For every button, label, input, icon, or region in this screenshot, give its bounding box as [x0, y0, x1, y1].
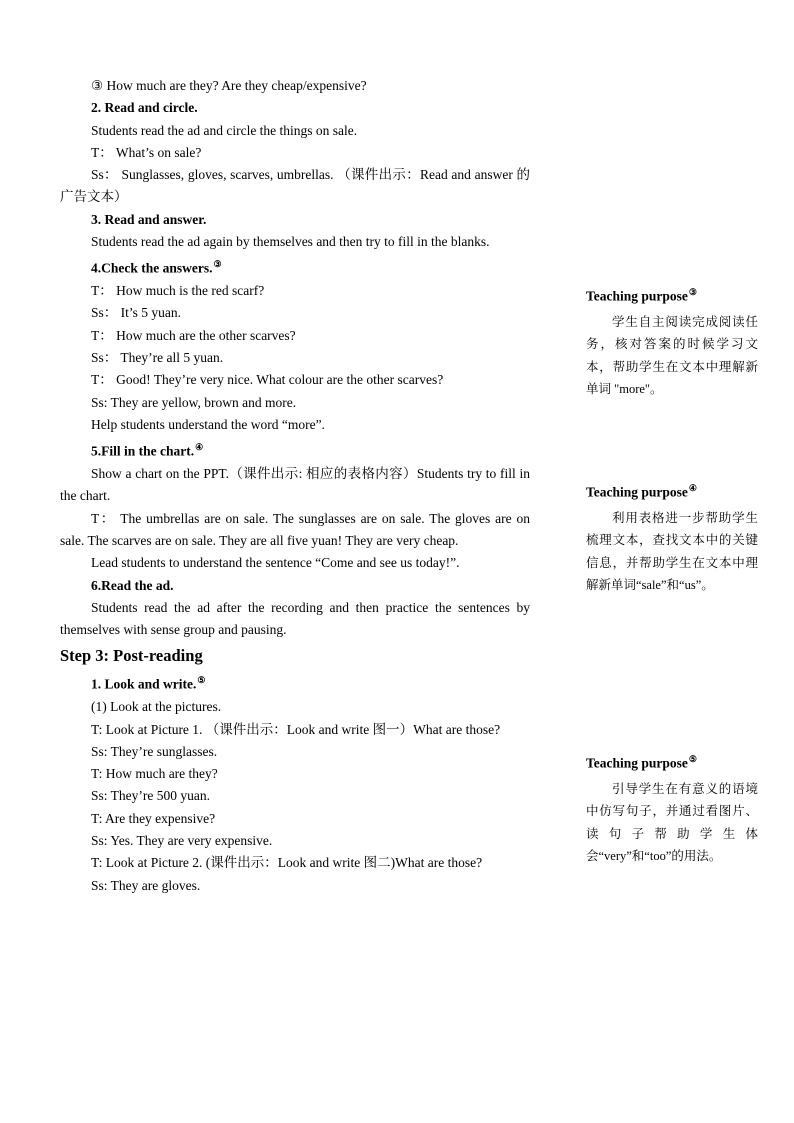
heading-read-and-circle: 2. Read and circle. — [91, 100, 198, 116]
dialogue-line: Ss: They’re sunglasses. — [91, 743, 218, 759]
dialogue-line: Ss: They’re 500 yuan. — [91, 788, 210, 804]
footnote-marker: ③ — [688, 287, 697, 297]
footnote-marker: ③ — [213, 259, 222, 270]
instruction-line: Show a chart on the PPT.（课件出示: 相应的表格内容）Students try to fill in the chart. — [60, 466, 530, 504]
question-3: ③ How much are they? Are they cheap/expensive? — [91, 78, 367, 93]
teaching-purpose-note — [586, 478, 758, 597]
dialogue-line: Ss： They’re all 5 yuan. — [91, 350, 224, 366]
note-heading-text: Teaching purpose — [586, 755, 688, 771]
heading-check-answers — [60, 253, 530, 280]
instruction-line: (1) Look at the pictures. — [91, 699, 222, 715]
dialogue-line: Ss: Yes. They are very expensive. — [91, 833, 273, 848]
dialogue-line: Ss： Sunglasses, gloves, scarves, umbrellas. （课件出示：Read and answer 的广告文本） — [60, 167, 530, 205]
dialogue-line: T: Look at Picture 2. (课件出示：Look and write 图二)What are those? — [91, 855, 483, 871]
note-text: 利用表格进一步帮助学生梳理文本，查找文本中的关键信息，并帮助学生在文本中理解新单词“sale”和“us”。 — [586, 510, 758, 592]
dialogue-line: T: Look at Picture 1. （课件出示：Look and write 图一）What are those? — [91, 721, 501, 737]
dialogue-line: Ss: They are gloves. — [91, 877, 201, 893]
note-heading — [586, 478, 758, 503]
heading-look-and-write — [60, 669, 530, 696]
note-heading-text: Teaching purpose — [586, 288, 688, 304]
note-heading — [586, 749, 758, 774]
dialogue-line: Ss： It’s 5 yuan. — [91, 305, 182, 321]
heading-text: 4.Check the answers. — [91, 260, 213, 276]
footnote-marker: ⑤ — [688, 754, 697, 764]
heading-text: 5.Fill in the chart. — [91, 443, 195, 459]
heading-text: 1. Look and write. — [91, 676, 197, 692]
note-text: 引导学生在有意义的语境中仿写句子，并通过看图片、读句子帮助学生体会“very”和“too”的用法。 — [586, 781, 758, 863]
instruction-line: Students read the ad again by themselves and then try to fill in the blanks. — [91, 234, 490, 250]
footnote-marker: ④ — [195, 442, 204, 453]
instruction-line: Lead students to understand the sentence “Come and see us today!”. — [91, 555, 460, 571]
dialogue-line: T： How much is the red scarf? — [91, 283, 265, 299]
lesson-body — [60, 75, 530, 897]
dialogue-line: T： What’s on sale? — [91, 144, 202, 160]
note-text: 学生自主阅读完成阅读任务，核对答案的时候学习文本，帮助学生在文本中理解新单词 "more"。 — [586, 314, 758, 396]
dialogue-line: T: Are they expensive? — [91, 810, 216, 826]
step-heading: Step 3: Post-reading — [60, 646, 203, 666]
dialogue-line: T: How much are they? — [91, 766, 218, 782]
heading-read-and-answer: 3. Read and answer. — [91, 211, 207, 227]
dialogue-line: T： The umbrellas are on sale. The sunglasses are on sale. The gloves are on sale. The scarves are on sale. They are all five yuan! They are very cheap. — [60, 510, 530, 548]
heading-fill-chart — [60, 436, 530, 463]
teaching-purpose-note — [586, 749, 758, 868]
note-heading — [586, 282, 758, 307]
instruction-line: Help students understand the word “more”. — [91, 416, 325, 432]
dialogue-line: Ss: They are yellow, brown and more. — [91, 394, 297, 410]
footnote-marker: ⑤ — [197, 675, 206, 686]
instruction-line: Students read the ad and circle the things on sale. — [91, 122, 358, 138]
footnote-marker: ④ — [688, 483, 697, 493]
teaching-purpose-note — [586, 282, 758, 401]
instruction-line: Students read the ad after the recording and then practice the sentences by themselves with sense group and pausing. — [60, 599, 530, 638]
dialogue-line: T： Good! They’re very nice. What colour are the other scarves? — [91, 372, 444, 388]
note-heading-text: Teaching purpose — [586, 484, 688, 500]
dialogue-line: T： How much are the other scarves? — [91, 327, 296, 343]
heading-read-ad: 6.Read the ad. — [91, 577, 174, 593]
